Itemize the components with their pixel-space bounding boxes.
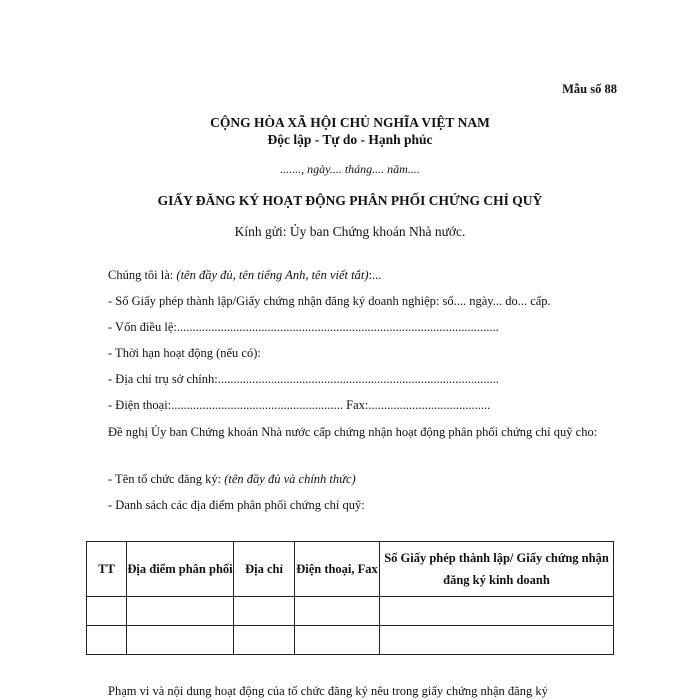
table-cell: [87, 597, 127, 626]
capital-line: - Vốn điều lệ:.......................................................................................................: [108, 320, 499, 334]
header-license: Số Giấy phép thành lập/ Giấy chứng nhận đăng ký kinh doanh: [380, 542, 614, 597]
table-cell: [87, 626, 127, 655]
header-tt: TT: [87, 542, 127, 597]
table-cell: [295, 626, 380, 655]
national-motto: Độc lập - Tự do - Hạnh phúc: [267, 132, 433, 147]
header-phone-fax: Điện thoại, Fax: [295, 542, 380, 597]
scope-paragraph: Phạm vi và nội dung hoạt động của tổ chức đăng ký nêu trong giấy chứng nhận đăng ký: [108, 684, 548, 698]
header-location: Địa điểm phân phối: [127, 542, 234, 597]
intro-hint: (tên đầy đủ, tên tiếng Anh, tên viết tắt): [176, 268, 369, 282]
intro-label: Chúng tôi là:: [108, 268, 177, 282]
table-header-row: [87, 542, 614, 597]
table-cell: [234, 626, 295, 655]
table-cell: [380, 626, 614, 655]
org-hint: (tên đầy đủ và chính thức): [224, 472, 356, 486]
table-row: [87, 597, 614, 626]
org-name-line: [108, 472, 356, 487]
table-cell: [295, 597, 380, 626]
table-cell: [127, 626, 234, 655]
table-row: [87, 626, 614, 655]
recipient-line: Kính gửi: Ủy ban Chứng khoán Nhà nước.: [234, 224, 466, 239]
distribution-locations-table: [86, 541, 614, 655]
license-line: - Số Giấy phép thành lập/Giấy chứng nhận đăng ký doanh nghiệp: số.... ngày... do... cấp.: [108, 294, 551, 308]
document-title: GIẤY ĐĂNG KÝ HOẠT ĐỘNG PHÂN PHỐI CHỨNG CHỈ QUỸ: [157, 193, 543, 208]
table-cell: [380, 597, 614, 626]
address-line: - Địa chỉ trụ sở chính:..........................................................................................: [108, 372, 499, 386]
org-label: - Tên tổ chức đăng ký:: [108, 472, 225, 486]
table-cell: [127, 597, 234, 626]
duration-line: - Thời hạn hoạt động (nếu có):: [108, 346, 261, 360]
intro-tail: :...: [368, 268, 382, 282]
form-number: Mẫu số 88: [562, 82, 617, 96]
national-title: CỘNG HÒA XÃ HỘI CHỦ NGHĨA VIỆT NAM: [210, 115, 490, 130]
phone-fax-line: - Điện thoại:....................................................... Fax:.......................................: [108, 398, 491, 412]
intro-line: [108, 268, 381, 283]
table-cell: [234, 597, 295, 626]
date-line: ......., ngày.... tháng.... năm....: [280, 162, 420, 176]
location-list-label: - Danh sách các địa điểm phân phối chứng chỉ quỹ:: [108, 498, 365, 512]
request-paragraph: Đề nghị Ủy ban Chứng khoán Nhà nước cấp chứng nhận hoạt động phân phối chứng chỉ quỹ cho:: [108, 425, 598, 439]
header-address: Địa chỉ: [234, 542, 295, 597]
